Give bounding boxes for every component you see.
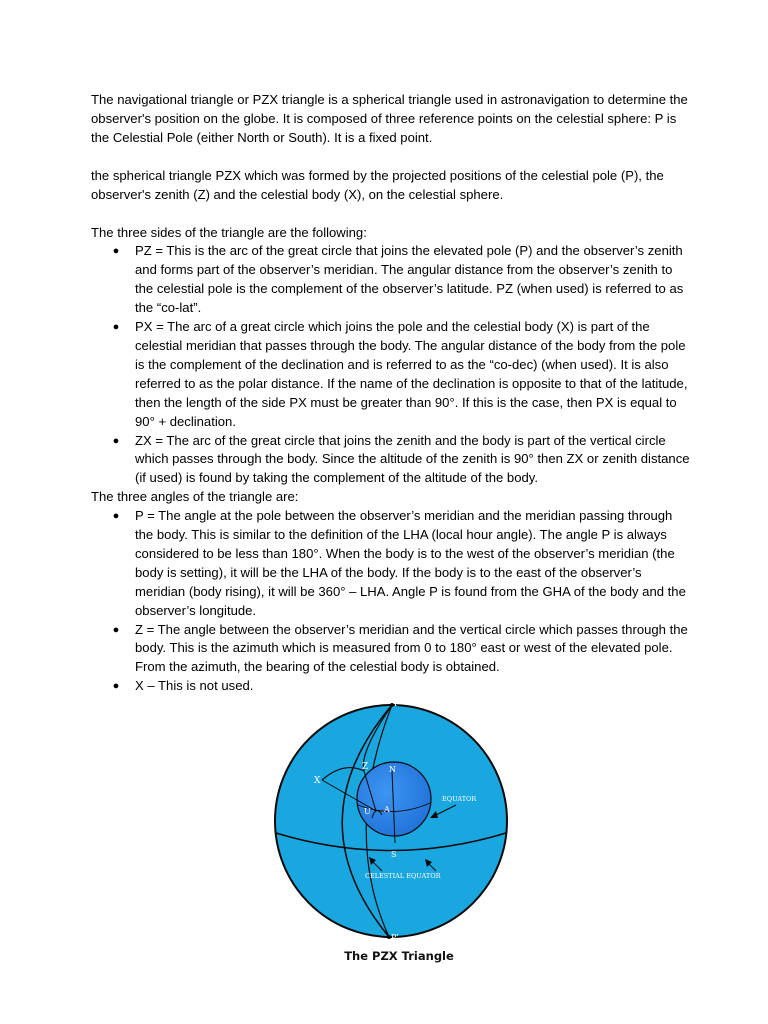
side-pz-text: PZ = This is the arc of the great circle that joins the elevated pole (P) and the observer’s zenith and forms part of the observer’s meridian. The angular distance from the observer’s zenith to the celestial pole is the complement of the observer’s latitude. PZ (when used) is referred to as the “co-lat”.	[135, 243, 684, 316]
paragraph-gap	[91, 148, 691, 167]
angles-list	[91, 507, 691, 696]
label-s: S	[391, 850, 397, 859]
bullet-icon: ●	[112, 680, 120, 693]
label-equator: EQUATOR	[442, 795, 477, 803]
side-px-text: PX = The arc of a great circle which joins the pole and the celestial body (X) is part of the celestial meridian that passes through the body. The angular distance of the body from the pole is the complement of the declination and is referred to as the “co-dec) (when used). It is also referred to as the polar distance. If the name of the declination is opposite to that of the latitude, then the length of the side PX must be greater than 90°. If this is the case, then PX is equal to 90° + declination.	[135, 319, 688, 429]
list-item	[91, 318, 691, 431]
document-body	[91, 91, 691, 696]
label-x: X	[314, 776, 321, 786]
bullet-icon: ●	[112, 245, 120, 258]
figure-caption: The PZX Triangle	[344, 949, 454, 963]
celestial-sphere-diagram	[264, 693, 518, 949]
angle-p-text: P = The angle at the pole between the observer’s meridian and the meridian passing through the body. This is similar to the definition of the LHA (local hour angle). The angle P is always considered to be less than 180°. When the body is to the west of the observer’s meridian (the body is setting), it will be the LHA of the body. If the body is to the east of the observer’s meridian (body rising), it will be 360° – LHA. Angle P is found from the GHA of the body and the observer’s longitude.	[135, 508, 686, 618]
angles-heading: The three angles of the triangle are:	[91, 489, 299, 505]
sides-heading: The three sides of the triangle are the following:	[91, 224, 367, 240]
list-item	[91, 432, 691, 489]
pzx-triangle-figure	[264, 693, 518, 973]
list-item	[91, 621, 691, 678]
angle-x-text: X – This is not used.	[135, 678, 254, 694]
intro-paragraph-1: The navigational triangle or PZX triangle is a spherical triangle used in astronavigation to determine the observer's position on the globe. It is composed of three reference points on the celestial sphere: P is the Celestial Pole (either North or South). It is a fixed point.	[91, 92, 688, 145]
side-zx-text: ZX = The arc of the great circle that joins the zenith and the body is part of the vertical circle which passes through the body. Since the altitude of the zenith is 90° then ZX or zenith distance (if used) is found by taking the complement of the altitude of the body.	[135, 432, 690, 486]
bullet-icon: ●	[112, 510, 120, 523]
label-p: P	[394, 699, 400, 708]
list-item	[91, 507, 691, 620]
bullet-icon: ●	[112, 434, 120, 447]
paragraph-gap	[91, 205, 691, 224]
list-item	[91, 242, 691, 318]
label-p-prime: P'	[391, 933, 399, 942]
intro-paragraph-2: the spherical triangle PZX which was formed by the projected positions of the celestial pole (P), the observer's zenith (Z) and the celestial body (X), on the celestial sphere.	[91, 167, 664, 202]
label-a: A	[384, 805, 390, 814]
sides-list	[91, 242, 691, 488]
label-celestial-equator: CELESTIAL EQUATOR	[365, 872, 441, 880]
bullet-icon: ●	[112, 623, 120, 636]
angle-z-text: Z = The angle between the observer’s meridian and the vertical circle which passes through the body. This is the azimuth which is measured from 0 to 180° east or west of the elevated pole. From the azimuth, the bearing of the celestial body is obtained.	[135, 621, 688, 675]
bullet-icon: ●	[112, 321, 120, 334]
label-u: U	[364, 807, 371, 816]
label-z: Z	[362, 762, 369, 772]
label-n: N	[389, 765, 396, 774]
